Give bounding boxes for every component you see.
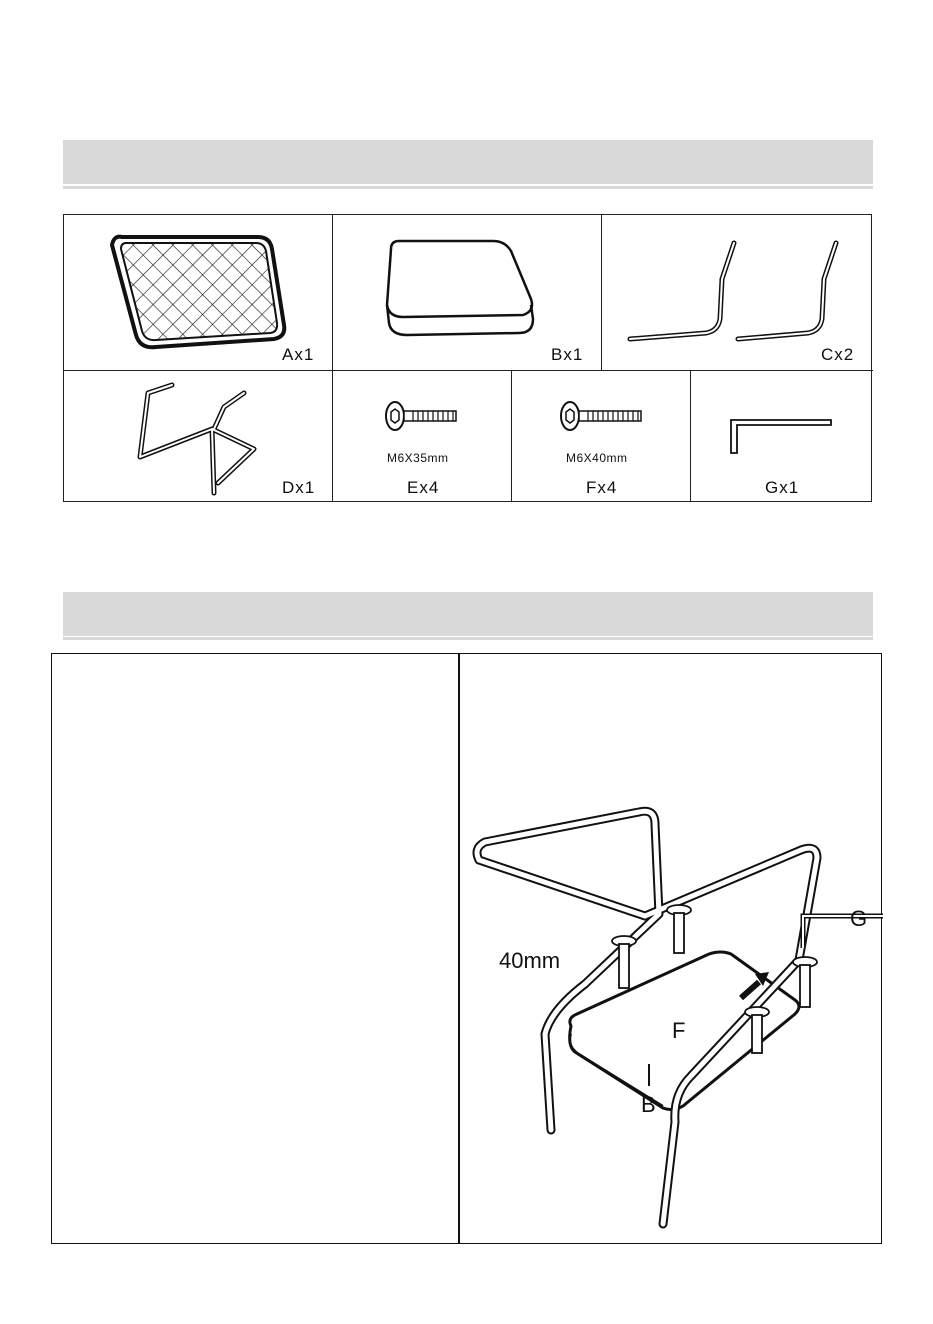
- part-g-label: Gx1: [765, 478, 800, 497]
- part-c-cell: [602, 215, 873, 371]
- part-a-label: Ax1: [282, 345, 315, 364]
- part-b-cell: [333, 215, 602, 371]
- assembly-step-panel: [51, 653, 882, 1244]
- part-g-cell: [691, 371, 873, 502]
- part-f-size: M6X40mm: [566, 451, 628, 465]
- callout-seat-b: B: [641, 1092, 656, 1117]
- section-header-bar-1: [63, 140, 873, 184]
- section-header-rule-1: [63, 186, 873, 189]
- part-f-bolt-illustration: [512, 371, 691, 461]
- part-g-allen-key-illustration: [691, 371, 873, 461]
- part-f-label: Fx4: [586, 478, 618, 497]
- callout-bolt-length: 40mm: [499, 948, 561, 973]
- part-c-label: Cx2: [821, 345, 855, 364]
- callout-bolt-f: F: [672, 1018, 686, 1043]
- part-a-cell: [64, 215, 333, 371]
- part-d-cell: [64, 371, 333, 502]
- part-e-size: M6X35mm: [387, 451, 449, 465]
- part-f-cell: [512, 371, 691, 502]
- section-header-rule-2: [63, 637, 873, 640]
- part-e-cell: [333, 371, 512, 502]
- part-d-label: Dx1: [282, 478, 316, 497]
- section-header-bar-2: [63, 592, 873, 636]
- part-b-label: Bx1: [551, 345, 584, 364]
- parts-list-table: [63, 214, 872, 502]
- part-e-bolt-illustration: [333, 371, 512, 461]
- callout-allen-key-g: G: [850, 906, 868, 931]
- part-e-label: Ex4: [407, 478, 440, 497]
